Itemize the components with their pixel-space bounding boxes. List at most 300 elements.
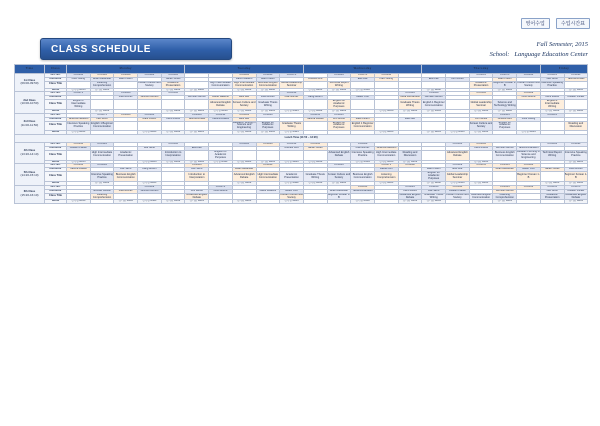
- cell-r5-f0-c14: CC0044: [398, 185, 422, 189]
- cell-r3-f2-c16: Advanced English Debate: [446, 150, 470, 160]
- cell-r4-f0-c19: CC0006: [517, 164, 541, 168]
- cell-r1-f3-c11: 진리관 B203: [327, 109, 351, 113]
- cell-r4-f1-c18: Brian Alexander: [493, 168, 517, 172]
- cell-r0-f2-c5: [185, 81, 209, 88]
- cell-r4-f3-c11: 진리관 B302: [327, 181, 351, 185]
- cell-r1-f1-c12: Helen Cho: [351, 96, 375, 100]
- cell-r0-f2-c4: Academic Presentation: [161, 81, 185, 88]
- cell-r0-f0-c8: CC0051: [256, 74, 280, 78]
- cell-r5-f2-c12: [351, 193, 375, 200]
- cell-r0-f3-c0: 진리관 B105: [67, 88, 91, 92]
- cell-r0-f0-c18: CC0071: [493, 74, 517, 78]
- cell-r0-f1-c13: Park Jisung: [374, 77, 398, 81]
- cell-r0-f1-c8: Mark Fulton: [256, 77, 280, 81]
- cell-r5-f0-c21: CC0071: [564, 185, 588, 189]
- cell-r3-f2-c19: Research Writing in Science and Engineering: [517, 150, 540, 159]
- cell-r1-f2-c9: [280, 100, 304, 110]
- cell-r4-f0-c17: CC0051: [469, 164, 493, 168]
- cell-r4-f2-c18: [493, 172, 517, 182]
- cell-r5-f2-c14: Advanced English Debate: [399, 193, 421, 199]
- cell-r0-f1-c4: Sarah Jones: [161, 77, 185, 81]
- cell-r4-f3-c7: 진리관 B202: [232, 181, 256, 185]
- cell-r1-f0-c17: CC0104: [469, 92, 493, 96]
- cell-r0-f0-c19: CC0104: [517, 74, 541, 78]
- cell-r2-f1-c0: Tania Richardson: [68, 117, 89, 120]
- cell-r0-f0-c13: CC0044: [374, 74, 398, 78]
- cell-r2-f3-c15: 진리관 B201: [422, 131, 446, 135]
- cell-r3-f2-c0: [67, 150, 91, 160]
- cell-r5-f1-c6: Cecil Moore: [209, 189, 233, 193]
- row-field-3-0: Oct. No.: [45, 143, 67, 147]
- cell-r3-f1-c0: Colleen Parker: [67, 147, 91, 151]
- cell-r4-f2-c3: [138, 172, 162, 182]
- cell-r4-f3-c15: 진리관 B202: [422, 181, 446, 185]
- cell-r4-f0-c14: CC0008: [398, 164, 422, 168]
- cell-r0-f1-c16: Kim Minsu: [446, 77, 470, 81]
- cell-r1-f2-c16: [446, 100, 470, 110]
- cell-r2-f0-c2: CC0006: [114, 113, 138, 117]
- cell-r4-f2-c16: Global Leadership Seminar: [446, 172, 470, 182]
- document-meta: [490, 40, 588, 61]
- cell-r1-f1-c15: Jennifer Ashton: [422, 96, 446, 100]
- cell-r4-f1-c15: Mark Fulton: [422, 168, 446, 172]
- cell-r1-f0-c19: CC0009: [517, 92, 541, 96]
- cell-r5-f3-c1: [90, 200, 114, 204]
- cell-r5-f0-c19: CC0103: [517, 185, 541, 189]
- cell-r1-f2-c2: [114, 100, 138, 110]
- cell-r4-f1-c19: Helen Cho: [517, 168, 541, 172]
- header-day-1: Tuesday: [185, 65, 303, 74]
- cell-r3-f1-c9: Andrew Bird: [280, 147, 304, 151]
- cell-r0-f2-c8: Business English Communication: [257, 81, 278, 87]
- cell-r5-f3-c11: [327, 200, 351, 204]
- cell-r1-f2-c1: [90, 100, 114, 110]
- cell-r1-f2-c11: English for Academic Purposes: [327, 100, 351, 110]
- row-field-2-0: Oct. No.: [45, 113, 67, 117]
- cell-r2-f3-c9: 진리관 B105: [280, 131, 304, 135]
- cell-r2-f1-c1: Lee Seho: [90, 117, 114, 121]
- cell-r3-f3-c0: 진리관 B105: [67, 160, 91, 164]
- lunch-row: Lunch Time (11:50 ~ 13:20): [15, 135, 588, 143]
- cell-r1-f3-c18: 진리관 B202: [493, 109, 517, 113]
- cell-r3-f0-c12: CC0009: [351, 143, 375, 147]
- cell-r5-f3-c9: 진리관 B201: [280, 200, 304, 204]
- cell-r2-f2-c17: Korean Culture and Society: [469, 121, 493, 131]
- cell-r0-f1-c18: Mark Fulton: [493, 77, 517, 81]
- cell-r5-f1-c12: Tania Richardson: [352, 189, 373, 192]
- cell-r4-f0-c18: CC0164: [493, 164, 517, 168]
- row-time-1: 2nd Class (10:00-10:50): [15, 92, 45, 113]
- cell-r5-f1-c21: Colleen Parker: [564, 189, 588, 193]
- row-time-3: 4th Class (13:20-14:10): [15, 143, 45, 164]
- cell-r4-f2-c14: [398, 172, 422, 182]
- cell-r0-f2-c6: High Intermediate Communication: [210, 81, 231, 87]
- cell-r1-f1-c20: Cecil Moore: [540, 96, 564, 100]
- cell-r3-f2-c4: Introduction to Interpretation: [161, 150, 185, 160]
- header-day-2: Wednesday: [303, 65, 422, 74]
- row-field-2-3: Room: [45, 131, 67, 135]
- cell-r2-f2-c20: [540, 121, 564, 131]
- cell-r1-f0-c14: CC0134: [398, 92, 422, 96]
- top-label-0: 영어수업: [521, 18, 550, 29]
- cell-r0-f0-c2: CC0009: [114, 74, 138, 78]
- cell-r4-f2-c20: [540, 172, 564, 182]
- cell-r3-f0-c1: CC0134: [90, 143, 114, 147]
- cell-r1-f3-c15: 진리관 B103: [422, 109, 446, 113]
- cell-r2-f0-c8: CC0006: [256, 113, 280, 117]
- cell-r4-f3-c17: 진리관 B105: [469, 181, 493, 185]
- cell-r1-f1-c8: Lisa Gomez: [256, 96, 280, 100]
- cell-r5-f2-c19: [517, 193, 541, 200]
- cell-r0-f3-c12: 진리관 B103: [351, 88, 375, 92]
- row-field-5-3: Room: [45, 200, 67, 204]
- cell-r3-f1-c10: Sarah Jones: [303, 147, 327, 151]
- cell-r5-f3-c20: [540, 200, 564, 204]
- cell-r5-f2-c9: Korean Culture and Society: [280, 193, 303, 199]
- cell-r4-f1-c21: Lisa Gomez: [564, 168, 588, 172]
- cell-r3-f1-c18: Jennifer Ashton: [493, 147, 517, 151]
- row-time-4: 5th Class (14:20-15:10): [15, 164, 45, 185]
- cell-r2-f1-c17: Kim Minsu: [469, 117, 493, 121]
- cell-r5-f3-c14: 진리관 B103: [398, 200, 422, 204]
- row-field-2-2: Class Title: [45, 121, 67, 131]
- cell-r1-f3-c8: 진리관 B301: [256, 109, 280, 113]
- cell-r5-f2-c18: Listening Comprehension: [493, 193, 517, 200]
- cell-r1-f1-c9: Lisa Gomez: [280, 96, 304, 100]
- cell-r5-f2-c16: Korean Culture and Society: [446, 193, 469, 199]
- cell-r5-f3-c2: 진리관 B105: [114, 200, 138, 204]
- cell-r3-f2-c14: Reading and Discussion: [398, 150, 422, 160]
- cell-r1-f2-c17: Global Leadership Seminar: [469, 100, 493, 110]
- cell-r0-f3-c11: 진리관 B104: [327, 88, 351, 92]
- cell-r2-f0-c1: CC0071: [90, 113, 114, 117]
- cell-r3-f3-c21: 진리관 B201: [564, 160, 588, 164]
- cell-r0-f3-c8: 진리관 B202: [256, 88, 280, 92]
- cell-r3-f3-c5: 진리관 B104: [185, 160, 209, 164]
- cell-r5-f2-c11: Beginner Korean 1-B: [327, 193, 351, 199]
- cell-r5-f2-c0: [67, 193, 91, 200]
- cell-r3-f1-c17: Cecil Moore: [469, 147, 493, 151]
- row-field-0-3: Room: [45, 88, 67, 92]
- cell-r0-f2-c12: [351, 81, 375, 88]
- cell-r0-f2-c9: Global Leadership Seminar: [281, 81, 303, 87]
- cell-r4-f2-c15: English for Academic Purposes: [422, 172, 446, 182]
- cell-r3-f2-c11: Advanced English Debate: [327, 150, 351, 160]
- cell-r2-f2-c4: [161, 121, 185, 131]
- cell-r2-f3-c0: 진리관 B201: [67, 131, 91, 135]
- cell-r4-f1-c20: Sarah Jones: [540, 168, 564, 172]
- cell-r4-f0-c0: CC0104: [67, 164, 91, 168]
- cell-r5-f0-c15: CC0104: [422, 185, 446, 189]
- cell-r3-f1-c19: Tania Richardson: [518, 146, 539, 150]
- cell-r0-f1-c15: Ellis Lee: [422, 77, 446, 81]
- cell-r3-f3-c12: 진리관 B104: [351, 160, 375, 164]
- cell-r3-f3-c9: 진리관 B201: [280, 160, 304, 164]
- row-field-3-1: Instructor: [45, 147, 67, 151]
- row-field-4-0: Oct. No.: [45, 164, 67, 168]
- cell-r5-f1-c8: David Watkins: [256, 189, 280, 193]
- cell-r5-f2-c6: [209, 193, 233, 200]
- row-time-2: 3rd Class (11:00-11:50): [15, 113, 45, 134]
- cell-r1-f3-c1: 진리관 B103: [90, 109, 114, 113]
- cell-r5-f0-c18: CC0044: [493, 185, 517, 189]
- cell-r3-f2-c2: Academic Presentation: [114, 150, 138, 160]
- cell-r3-f2-c6: English for Academic Purposes: [209, 150, 233, 160]
- cell-r2-f2-c11: English for Academic Purposes: [327, 121, 351, 131]
- row-field-4-1: Instructor: [45, 168, 67, 172]
- cell-r5-f0-c12: CC0051: [351, 185, 375, 189]
- cell-r1-f0-c4: CC0164: [161, 92, 185, 96]
- cell-r4-f0-c8: CC0051: [256, 164, 280, 168]
- cell-r5-f1-c2: Lisa Gomez: [114, 189, 138, 193]
- cell-r2-f1-c11: Kim Minsu: [327, 117, 351, 121]
- row-field-1-1: Instructor: [45, 96, 67, 100]
- cell-r0-f3-c18: 진리관 B104: [493, 88, 517, 92]
- cell-r3-f0-c0: CC0164: [67, 143, 91, 147]
- cell-r2-f0-c11: CC0051: [327, 113, 351, 117]
- cell-r0-f1-c20: Lee Seho: [540, 77, 564, 81]
- row-field-1-3: Room: [45, 109, 67, 113]
- cell-r0-f2-c2: [114, 81, 138, 88]
- cell-r3-f3-c8: 진리관 B201: [256, 160, 280, 164]
- cell-r0-f2-c14: [398, 81, 422, 88]
- cell-r3-f1-c3: Lee Seho: [138, 147, 162, 151]
- cell-r5-f1-c1: Jennifer Ashton: [90, 189, 114, 193]
- cell-r4-f2-c7: Advanced English Debate: [232, 172, 256, 182]
- cell-r4-f3-c10: 진리관 B104: [303, 181, 327, 185]
- cell-r3-f3-c17: 진리관 B105: [469, 160, 493, 164]
- cell-r3-f2-c5: [185, 150, 209, 160]
- cell-r1-f3-c5: 진리관 B203: [185, 109, 209, 113]
- cell-r4-f0-c13: CC0071: [374, 164, 398, 168]
- cell-r4-f1-c7: Brian Alexander: [232, 168, 256, 172]
- cell-r3-f3-c6: 진리관 B301: [209, 160, 233, 164]
- row-time-0: 1st Class (09:00-09:50): [15, 74, 45, 92]
- cell-r1-f1-c3: Jennifer Ashton: [138, 96, 162, 100]
- cell-r3-f2-c7: [232, 150, 256, 160]
- cell-r1-f2-c8: Graduate Thesis Writing: [256, 100, 280, 110]
- cell-r3-f0-c16: CC0031: [446, 143, 470, 147]
- cell-r0-f0-c17: CC0031: [469, 74, 493, 78]
- cell-r0-f0-c7: CC0044: [232, 74, 256, 78]
- cell-r2-f1-c7: Ellis Lee: [232, 117, 256, 121]
- cell-r4-f2-c5: Introduction to Interpretation: [185, 172, 209, 182]
- cell-r5-f1-c11: Brian Alexander: [327, 189, 351, 193]
- cell-r2-f2-c10: [303, 121, 327, 131]
- cell-r1-f0-c0: CC0071: [67, 92, 91, 96]
- cell-r2-f2-c6: [209, 121, 233, 131]
- cell-r4-f2-c10: Graduate Thesis Writing: [303, 172, 327, 182]
- cell-r0-f3-c4: 진리관 B202: [161, 88, 185, 92]
- cell-r2-f2-c1: English 1 Beginner Communication: [90, 121, 114, 131]
- school-label: School:: [489, 51, 510, 59]
- cell-r5-f3-c18: 진리관 B201: [493, 200, 517, 204]
- cell-r1-f3-c10: 진리관 B302: [303, 109, 327, 113]
- cell-r2-f2-c9: Graduate Thesis Writing: [280, 121, 304, 131]
- cell-r4-f2-c8: High Intermediate Communication: [256, 172, 280, 182]
- cell-r5-f3-c16: [446, 200, 470, 204]
- cell-r1-f3-c14: 진리관 B104: [398, 109, 422, 113]
- cell-r5-f3-c10: [303, 200, 327, 204]
- cell-r1-f0-c2: CC0006: [114, 92, 138, 96]
- cell-r5-f2-c7: [232, 193, 256, 200]
- cell-r3-f2-c9: [280, 150, 304, 160]
- schedule-table: [14, 64, 588, 204]
- cell-r5-f3-c3: 진리관 B301: [138, 200, 162, 204]
- row-field-0-0: Oct. No.: [45, 74, 67, 78]
- cell-r1-f1-c14: Tania Richardson: [399, 95, 421, 99]
- cell-r2-f3-c4: 진리관 B302: [161, 131, 185, 135]
- cell-r1-f2-c12: [351, 100, 375, 110]
- cell-r1-f2-c13: [374, 100, 398, 110]
- cell-r4-f1-c5: Lee Seho: [185, 168, 209, 172]
- cell-r2-f3-c16: 진리관 B103: [446, 131, 470, 135]
- cell-r2-f2-c16: [446, 121, 470, 131]
- school-value: Language Education Center: [514, 51, 588, 59]
- cell-r5-f2-c17: Business English Communication: [471, 193, 491, 199]
- cell-r1-f1-c6: David Watkins: [209, 96, 233, 100]
- cell-r4-f2-c9: Academic Presentation: [280, 172, 304, 182]
- cell-r1-f1-c7: Ellis Lee: [232, 96, 256, 100]
- cell-r2-f2-c13: [374, 121, 398, 131]
- cell-r1-f2-c19: [517, 100, 541, 110]
- cell-r0-f0-c9: CC0071: [280, 74, 304, 78]
- page-title-text: CLASS SCHEDULE: [51, 43, 152, 55]
- cell-r3-f2-c17: [469, 150, 493, 160]
- cell-r2-f2-c8: English for Academic Purposes: [256, 121, 280, 131]
- row-field-3-3: Room: [45, 160, 67, 164]
- cell-r0-f3-c1: 진리관 B301: [90, 88, 114, 92]
- cell-r5-f3-c6: [209, 200, 233, 204]
- cell-r2-f2-c21: Reading and Discussion: [564, 121, 588, 131]
- header-day-3: Thursday: [422, 65, 540, 74]
- cell-r3-f2-c21: Intensive Speaking Practice: [564, 150, 588, 160]
- cell-r5-f2-c2: [114, 193, 138, 200]
- cell-r5-f1-c9: Helen Cho: [280, 189, 304, 193]
- cell-r2-f3-c7: 진리관 B104: [232, 131, 256, 135]
- cell-r1-f1-c5: Jennifer Ashton: [185, 96, 209, 100]
- cell-r4-f2-c11: Korean Culture and Society: [327, 172, 351, 182]
- cell-r5-f2-c8: [256, 193, 280, 200]
- cell-r0-f2-c17: Academic Presentation: [469, 81, 493, 88]
- cell-r3-f0-c10: CC0134: [303, 143, 327, 147]
- cell-r2-f1-c10: Tabitha Rowell: [303, 117, 327, 121]
- cell-r0-f3-c5: 진리관 B302: [185, 88, 209, 92]
- cell-r0-f1-c7: David Watkins: [232, 77, 256, 81]
- cell-r1-f3-c21: 진리관 B104: [564, 109, 588, 113]
- row-field-5-2: Class Title: [45, 193, 67, 200]
- cell-r5-f0-c3: CC0009: [138, 185, 162, 189]
- cell-r4-f0-c5: CC0006: [185, 164, 209, 168]
- cell-r2-f3-c8: 진리관 B105: [256, 131, 280, 135]
- cell-r1-f3-c7: 진리관 B301: [232, 109, 256, 113]
- cell-r4-f1-c0: Tabitha Rowell: [67, 168, 91, 172]
- top-label-1: 수업시간표: [556, 18, 590, 29]
- cell-r2-f0-c6: CC0134: [209, 113, 233, 117]
- cell-r2-f1-c6: Tabitha Rowell: [209, 117, 233, 121]
- cell-r2-f2-c15: [422, 121, 446, 131]
- cell-r5-f1-c18: Jennifer Ashton: [493, 189, 517, 193]
- cell-r0-f3-c21: 진리관 B105: [564, 88, 588, 92]
- cell-r5-f3-c7: 진리관 B201: [232, 200, 256, 204]
- cell-r5-f3-c17: [469, 200, 493, 204]
- cell-r0-f1-c21: Tabitha Rowell: [564, 77, 588, 81]
- row-field-3-2: Class Title: [45, 150, 67, 160]
- cell-r2-f3-c17: 진리관 B104: [469, 131, 493, 135]
- cell-r5-f0-c6: CC0071: [209, 185, 233, 189]
- cell-r2-f0-c3: CC0104: [138, 113, 162, 117]
- cell-r1-f1-c21: Colleen Parker: [564, 96, 588, 100]
- row-time-5: 6th Class (15:20-16:10): [15, 185, 45, 203]
- cell-r2-f2-c18: English for Academic Purposes: [493, 121, 517, 131]
- cell-r0-f2-c0: [67, 81, 91, 88]
- cell-r1-f2-c21: [564, 100, 588, 110]
- cell-r5-f3-c19: [517, 200, 541, 204]
- cell-r0-f2-c20: Intensive Speaking Practice: [541, 81, 564, 87]
- row-field-0-2: Class Title: [45, 81, 67, 88]
- cell-r0-f0-c1: CC0104: [90, 74, 114, 78]
- top-labels: [521, 18, 590, 29]
- cell-r5-f1-c16: Colleen Parker: [446, 189, 470, 193]
- cell-r1-f2-c20: English 2 Intermediate Writing: [540, 100, 564, 110]
- cell-r4-f2-c12: Business English Communication: [351, 172, 375, 182]
- cell-r4-f1-c3: Kang Areum: [138, 168, 162, 172]
- cell-r0-f2-c18: Beginner Korean 1-B: [493, 81, 517, 87]
- row-field-4-2: Class Title: [45, 172, 67, 182]
- cell-r0-f2-c7: High Intermediate Communication: [233, 81, 255, 87]
- cell-r0-f1-c2: Mark Fulton: [114, 77, 138, 81]
- cell-r2-f1-c18: Andrew Bird: [493, 117, 517, 121]
- cell-r4-f2-c21: Beginner Korean 1-B: [564, 172, 588, 182]
- cell-r0-f0-c11: CC0009: [327, 74, 351, 78]
- cell-r5-f3-c21: 진리관 B201: [564, 200, 588, 204]
- cell-r3-f3-c14: 진리관 B103: [398, 160, 422, 164]
- cell-r1-f2-c18: Science and Technology Writing: [493, 100, 517, 110]
- cell-r3-f2-c12: Intensive Speaking Practice: [351, 150, 375, 160]
- semester-text: Fall Semester, 2015: [536, 41, 588, 48]
- cell-r2-f1-c19: Park Jisung: [517, 117, 541, 121]
- cell-r5-f3-c0: 진리관 B103: [67, 200, 91, 204]
- cell-r3-f2-c15: [422, 150, 446, 160]
- cell-r5-f2-c20: Academic Presentation: [540, 193, 564, 200]
- cell-r2-f0-c10: CC0051: [303, 113, 327, 117]
- cell-r3-f2-c1: High Intermediate Communication: [90, 150, 114, 160]
- cell-r2-f3-c5: 진리관 B201: [185, 131, 209, 135]
- cell-r2-f1-c12: Mark Fulton: [351, 117, 375, 121]
- cell-r4-f3-c16: 진리관 B103: [446, 181, 470, 185]
- cell-r4-f3-c3: 진리관 B201: [138, 181, 162, 185]
- cell-r2-f2-c0: Intensive Speaking Practice: [67, 121, 91, 131]
- cell-r1-f2-c7: Korean Culture and Society: [232, 100, 256, 110]
- cell-r1-f1-c2: Lisa Gomez: [114, 96, 138, 100]
- cell-r0-f0-c3: CC0006: [138, 74, 162, 78]
- cell-r3-f2-c13: High Intermediate Communication: [374, 150, 398, 160]
- cell-r4-f2-c1: Intensive Speaking Practice: [90, 172, 114, 182]
- cell-r4-f0-c16: CC0009: [446, 164, 470, 168]
- cell-r5-f2-c3: [138, 193, 162, 200]
- cell-r5-f2-c15: Graduate Thesis Writing: [422, 193, 446, 200]
- cell-r3-f3-c7: 진리관 B301: [232, 160, 256, 164]
- cell-r2-f2-c5: [185, 121, 209, 131]
- cell-r1-f2-c6: Advanced English Debate: [209, 100, 233, 110]
- cell-r0-f3-c10: 진리관 B201: [303, 88, 327, 92]
- cell-r0-f2-c19: Korean Culture and Society: [517, 81, 540, 87]
- cell-r2-f0-c18: CC0104: [493, 113, 517, 117]
- cell-r4-f2-c6: [209, 172, 233, 182]
- cell-r0-f0-c21: CC0031: [564, 74, 588, 78]
- cell-r2-f0-c7: CC0009: [232, 113, 256, 117]
- cell-r1-f2-c4: [161, 100, 185, 110]
